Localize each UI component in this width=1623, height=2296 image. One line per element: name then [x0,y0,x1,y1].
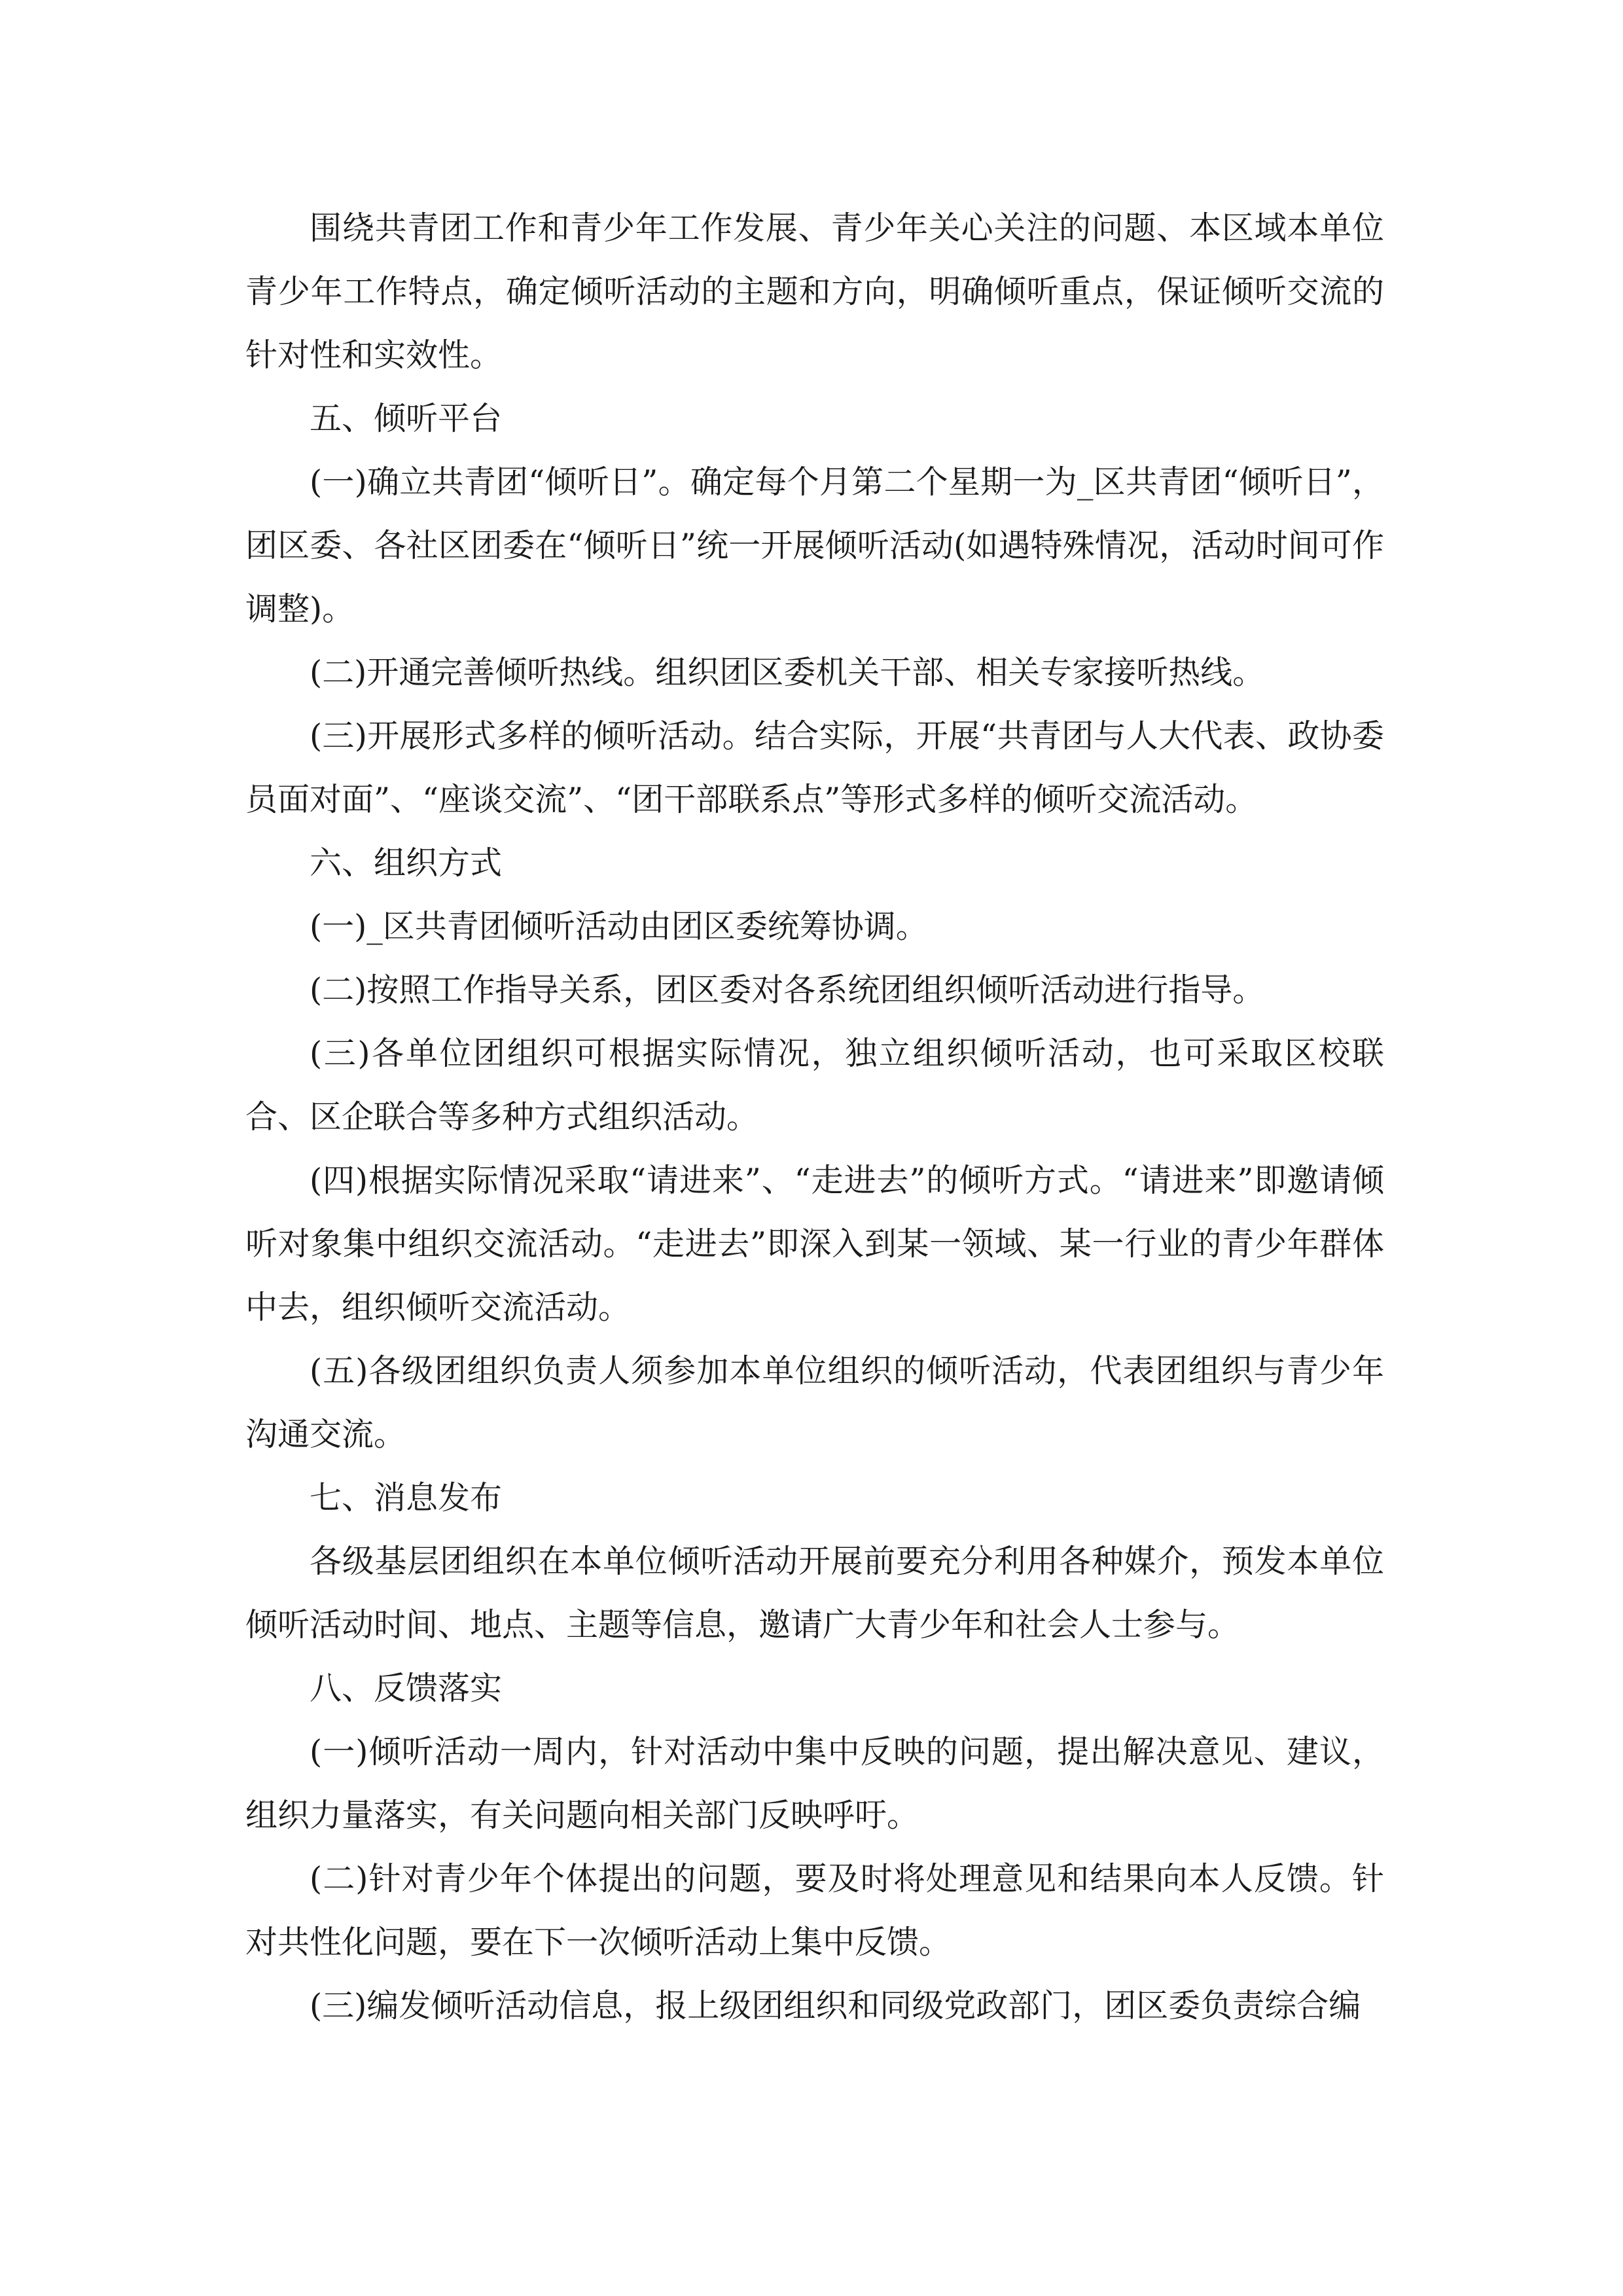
paragraph-independent-organization: (三)各单位团组织可根据实际情况，独立组织倾听活动，也可采取区校联合、区企联合等多种方式组织活动。 [245,1035,1384,1136]
document-body [245,196,1384,2037]
paragraph-listening-methods: (四)根据实际情况采取“请进来”、“走进去”的倾听方式。“请进来”即邀请倾听对象集中组织交流活动。“走进去”即深入到某一领域、某一行业的青少年群体中去，组织倾听交流活动。 [245,1162,1384,1326]
heading-section-5: 五、倾听平台 [310,400,503,437]
paragraph-hotline: (二)开通完善倾听热线。组织团区委机关干部、相关专家接听热线。 [310,654,1265,691]
heading-section-7: 七、消息发布 [310,1479,503,1516]
paragraph-coordination: (一)_区共青团倾听活动由团区委统筹协调。 [310,908,928,945]
paragraph-individual-feedback: (二)针对青少年个体提出的问题，要及时将处理意见和结果向本人反馈。针对共性化问题，要在下一次倾听活动上集中反馈。 [245,1860,1384,1961]
paragraph-listening-day: (一)确立共青团“倾听日”。确定每个月第二个星期一为_区共青团“倾听日”，团区委、各社区团委在“倾听日”统一开展倾听活动(如遇特殊情况，活动时间可作调整)。 [245,463,1384,628]
paragraph-various-activities: (三)开展形式多样的倾听活动。结合实际，开展“共青团与人大代表、政协委员面对面”、“座谈交流”、“团干部联系点”等形式多样的倾听交流活动。 [245,717,1384,818]
paragraph-compile-info: (三)编发倾听活动信息，报上级团组织和同级党政部门，团区委负责综合编 [310,1987,1361,2024]
heading-section-8: 八、反馈落实 [310,1670,503,1707]
paragraph-message-release: 各级基层团组织在本单位倾听活动开展前要充分利用各种媒介，预发本单位倾听活动时间、地点、主题等信息，邀请广大青少年和社会人士参与。 [245,1543,1384,1643]
paragraph-guidance: (二)按照工作指导关系，团区委对各系统团组织倾听活动进行指导。 [310,971,1265,1009]
paragraph-leaders-participation: (五)各级团组织负责人须参加本单位组织的倾听活动，代表团组织与青少年沟通交流。 [245,1352,1384,1453]
heading-section-6: 六、组织方式 [310,844,503,882]
paragraph-feedback-week: (一)倾听活动一周内，针对活动中集中反映的问题，提出解决意见、建议，组织力量落实，有关问题向相关部门反映呼吁。 [245,1733,1384,1834]
paragraph-topic-direction: 围绕共青团工作和青少年工作发展、青少年关心关注的问题、本区域本单位青少年工作特点，确定倾听活动的主题和方向，明确倾听重点，保证倾听交流的针对性和实效性。 [245,209,1384,374]
